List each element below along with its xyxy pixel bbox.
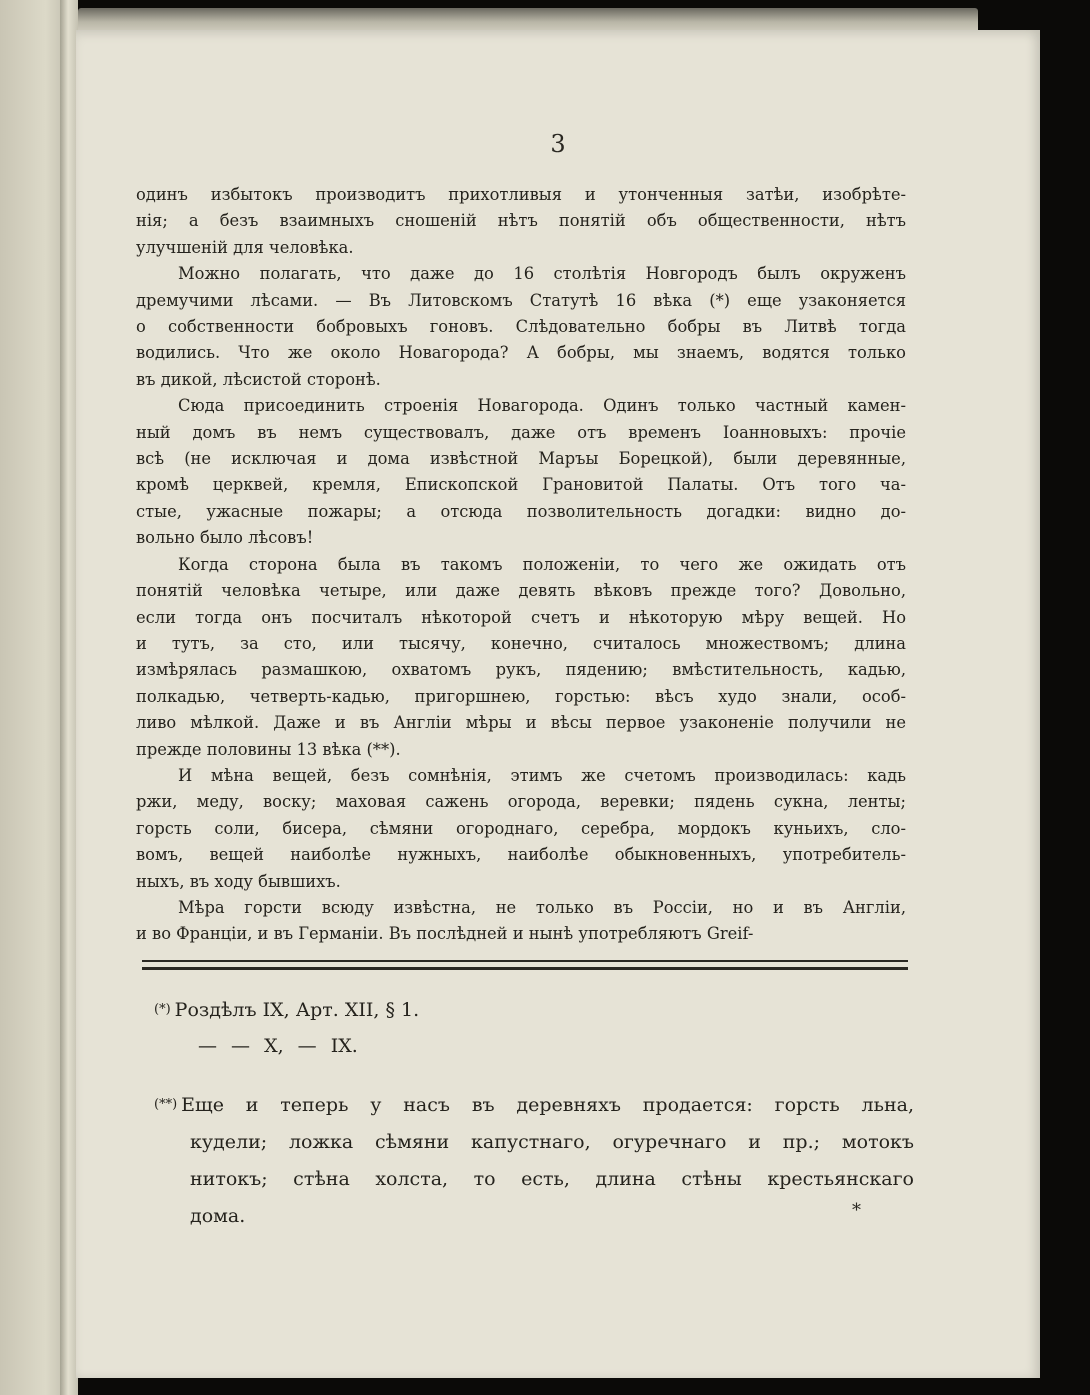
footnote-2-line: дома.	[190, 1205, 246, 1227]
footnote-1-mark: (*)	[154, 1002, 171, 1017]
text-line: нія; а безъ взаимныхъ сношеній нѣтъ понятій объ общественности, нѣтъ	[136, 211, 906, 231]
footnote-2-line: кудели; ложка сѣмяни капустнаго, огуречнаго и пр.; мотокъ	[190, 1131, 914, 1153]
footnote-2	[154, 1086, 914, 1235]
text-line: измѣрялась размашкою, охватомъ рукъ, пядению; вмѣстительность, кадью,	[136, 660, 906, 680]
footnote-2-text: Еще и теперь у насъ въ деревняхъ продается: горсть льна,	[181, 1094, 914, 1116]
text-line: и во Франціи, и въ Германіи. Въ послѣдней и нынѣ употребляютъ Greif-	[136, 924, 754, 944]
footnote-1-text: Роздѣлъ IX, Арт. XII, § 1.	[174, 999, 420, 1021]
text-line: вольно было лѣсовъ!	[136, 528, 314, 548]
footnote-2-line: нитокъ; стѣна холста, то есть, длина стѣны крестьянскаго	[190, 1168, 914, 1190]
text-line: ный домъ въ немъ существовалъ, даже отъ временъ Іоанновыхъ: прочіе	[136, 422, 906, 442]
text-line: понятій человѣка четыре, или даже девять вѣковъ прежде того? Довольно,	[136, 581, 906, 601]
text-line: Сюда присоединить строенія Новагорода. Одинъ только частный камен-	[178, 396, 906, 416]
text-line: дремучими лѣсами. — Въ Литовскомъ Статутѣ 16 вѣка (*) еще узаконяется	[136, 290, 906, 310]
text-line: ливо мѣлкой. Даже и въ Англіи мѣры и вѣсы первое узаконеніе получили не	[136, 713, 906, 733]
text-line: о собственности бобровыхъ гоновъ. Слѣдовательно бобры въ Литвѣ тогда	[136, 317, 906, 337]
text-line: стые, ужасные пожары; а отсюда позволительность догадки: видно до-	[136, 501, 906, 521]
book-page	[76, 30, 1040, 1378]
footnote-2-mark: (**)	[154, 1097, 178, 1112]
footnote-2-line	[154, 1086, 914, 1124]
text-line: вомъ, вещей наиболѣе нужныхъ, наиболѣе обыкновенныхъ, употребитель-	[136, 845, 906, 865]
text-line: въ дикой, лѣсистой сторонѣ.	[136, 369, 381, 389]
text-line: если тогда онъ посчиталъ нѣкоторой счетъ и нѣкоторую мѣру вещей. Но	[136, 607, 906, 627]
page-number: 3	[550, 130, 566, 158]
text-line: прежде половины 13 вѣка (**).	[136, 739, 401, 759]
text-line: ржи, меду, воску; маховая сажень огорода, веревки; пядень сукна, ленты;	[136, 792, 906, 812]
footnote-1	[154, 992, 914, 1028]
footnote-rule-thick	[142, 967, 908, 970]
text-line: Когда сторона была въ такомъ положеніи, то чего же ожидать отъ	[178, 554, 906, 574]
text-line: кромѣ церквей, кремля, Епископской Грановитой Палаты. Отъ того ча-	[136, 475, 906, 495]
text-line: улучшеній для человѣка.	[136, 237, 354, 257]
footnote-1-repeat: — — X, — IX.	[198, 1035, 358, 1057]
text-line: ныхъ, въ ходу бывшихъ.	[136, 871, 341, 891]
footnote-rule	[142, 960, 908, 962]
body-text	[136, 182, 906, 948]
text-line: и тутъ, за сто, или тысячу, конечно, считалось множествомъ; длина	[136, 633, 906, 653]
footnotes	[154, 992, 914, 1235]
text-line: И мѣна вещей, безъ сомнѣнія, этимъ же счетомъ производилась: кадь	[178, 765, 906, 785]
text-line: одинъ избытокъ производитъ прихотливыя и утонченныя затѣи, изобрѣте-	[136, 185, 906, 204]
text-line: всѣ (не исключая и дома извѣстной Маръы Борецкой), были деревянные,	[136, 449, 906, 469]
text-line: Мѣра горсти всюду извѣстна, не только въ Россіи, но и въ Англіи,	[178, 897, 906, 917]
text-line: водились. Что же около Новагорода? А бобры, мы знаемъ, водятся только	[136, 343, 906, 363]
ornament-star: *	[852, 1200, 861, 1221]
text-line: Можно полагать, что даже до 16 столѣтія Новгородъ былъ окруженъ	[178, 264, 906, 284]
text-line: горсть соли, бисера, сѣмяни огороднаго, серебра, мордокъ куньихъ, сло-	[136, 818, 906, 838]
text-line: полкадью, четверть-кадью, пригоршнею, горстью: вѣсъ худо знали, особ-	[136, 686, 906, 706]
